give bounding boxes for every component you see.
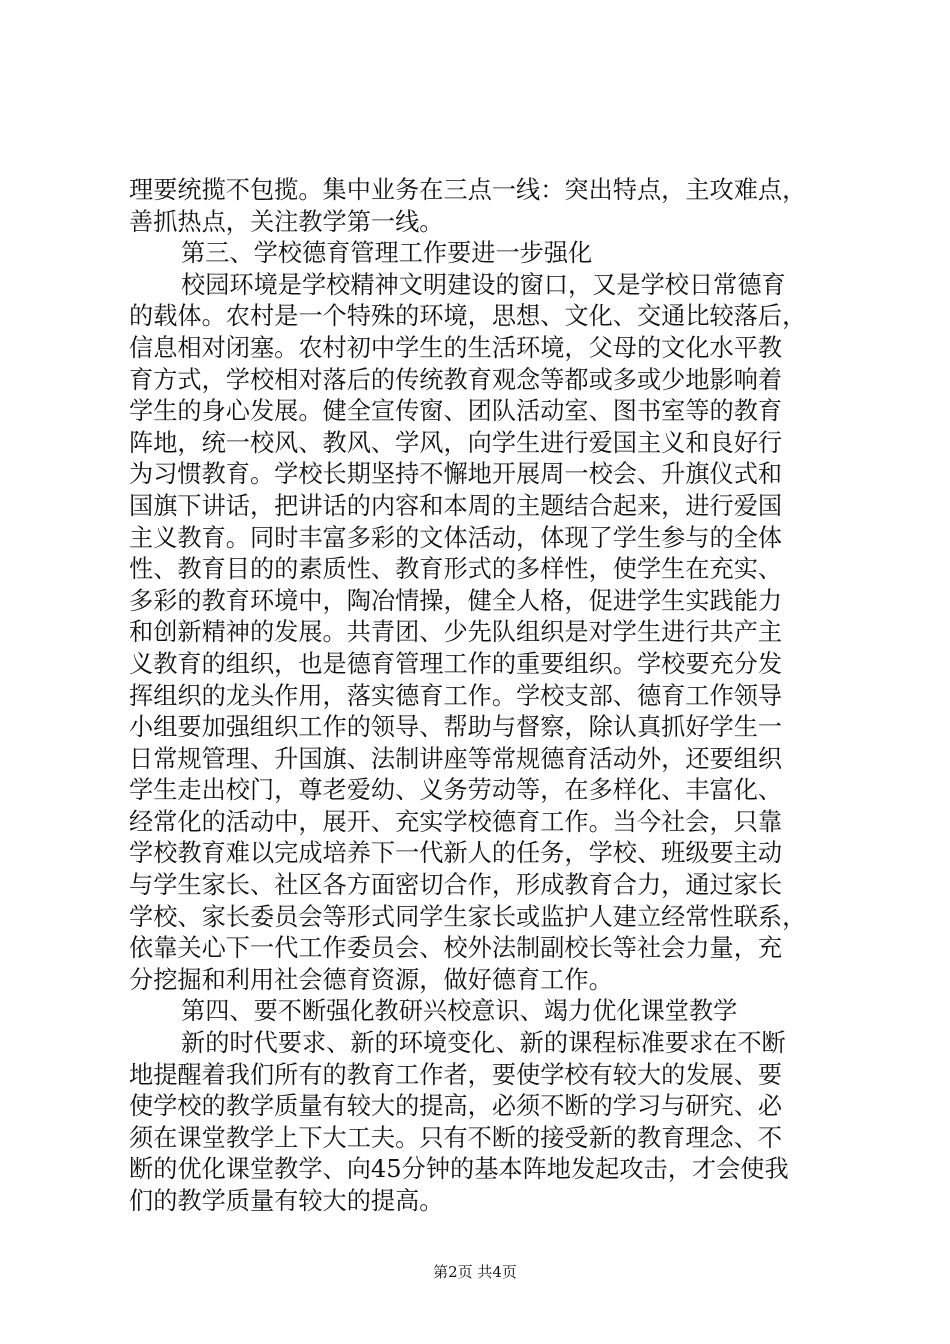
text-line: 与学生家长、社区各方面密切合作，形成教育合力，通过家长 bbox=[129, 871, 783, 900]
text-line: 信息相对闭塞。农村初中学生的生活环境，父母的文化水平教 bbox=[129, 333, 783, 362]
text-line: 性、教育目的的素质性、教育形式的多样性，使学生在充实、 bbox=[129, 555, 783, 584]
text-line: 新的时代要求、新的环境变化、新的课程标准要求在不断 bbox=[181, 1029, 786, 1058]
text-line: 理要统揽不包揽。集中业务在三点一线：突出特点，主攻难点， bbox=[129, 176, 807, 204]
text-line: 挥组织的龙头作用，落实德育工作。学校支部、德育工作领导 bbox=[129, 681, 783, 710]
text-line: 依靠关心下一代工作委员会、校外法制副校长等社会力量，充 bbox=[129, 934, 783, 963]
section-heading: 第三、学校德育管理工作要进一步强化 bbox=[181, 239, 593, 268]
text-line: 日常规管理、升国旗、法制讲座等常规德育活动外，还要组织 bbox=[129, 744, 783, 773]
text-line: 学生走出校门，尊老爱幼、义务劳动等，在多样化、丰富化、 bbox=[129, 776, 783, 805]
text-line: 为习惯教育。学校长期坚持不懈地开展周一校会、升旗仪式和 bbox=[129, 460, 783, 489]
text-line: 们的教学质量有较大的提高。 bbox=[129, 1187, 444, 1215]
text-line: 分挖掘和利用社会德育资源，做好德育工作。 bbox=[129, 965, 613, 994]
text-line: 阵地，统一校风、教风、学风，向学生进行爱国主义和良好行 bbox=[129, 428, 783, 457]
text-line: 断的优化课堂教学、向45分钟的基本阵地发起攻击，才会使我 bbox=[129, 1155, 789, 1184]
text-line: 须在课堂教学上下大工夫。只有不断的接受新的教育理念、不 bbox=[129, 1123, 783, 1152]
text-line: 校园环境是学校精神文明建设的窗口，又是学校日常德育 bbox=[181, 270, 786, 299]
text-line: 使学校的教学质量有较大的提高，必须不断的学习与研究、必 bbox=[129, 1092, 783, 1121]
text-line: 地提醒着我们所有的教育工作者，要使学校有较大的发展、要 bbox=[129, 1060, 783, 1089]
text-line: 学生的身心发展。健全宣传窗、团队活动室、图书室等的教育 bbox=[129, 397, 783, 426]
text-line: 育方式，学校相对落后的传统教育观念等都或多或少地影响着 bbox=[129, 365, 783, 394]
text-line: 和创新精神的发展。共青团、少先队组织是对学生进行共产主 bbox=[129, 618, 783, 647]
text-line: 学校、家长委员会等形式同学生家长或监护人建立经常性联系， bbox=[129, 902, 807, 931]
text-line: 小组要加强组织工作的领导、帮助与督察，除认真抓好学生一 bbox=[129, 713, 783, 742]
text-line: 的载体。农村是一个特殊的环境，思想、文化、交通比较落后， bbox=[129, 302, 807, 331]
document-body bbox=[129, 175, 849, 1218]
text-line: 学校教育难以完成培养下一代新人的任务，学校、班级要主动 bbox=[129, 839, 783, 868]
text-line: 经常化的活动中，展开、充实学校德育工作。当今社会，只靠 bbox=[129, 807, 783, 836]
text-line: 主义教育。同时丰富多彩的文体活动，体现了学生参与的全体 bbox=[129, 523, 783, 552]
page-footer: 第2页 共4页 bbox=[433, 1263, 517, 1281]
text-line: 善抓热点，关注教学第一线。 bbox=[129, 207, 444, 236]
text-line: 多彩的教育环境中，陶冶情操，健全人格，促进学生实践能力 bbox=[129, 586, 783, 615]
section-heading: 第四、要不断强化教研兴校意识、竭力优化课堂教学 bbox=[181, 997, 738, 1026]
text-line: 国旗下讲话，把讲话的内容和本周的主题结合起来，进行爱国 bbox=[129, 491, 783, 520]
text-line: 义教育的组织，也是德育管理工作的重要组织。学校要充分发 bbox=[129, 649, 783, 678]
